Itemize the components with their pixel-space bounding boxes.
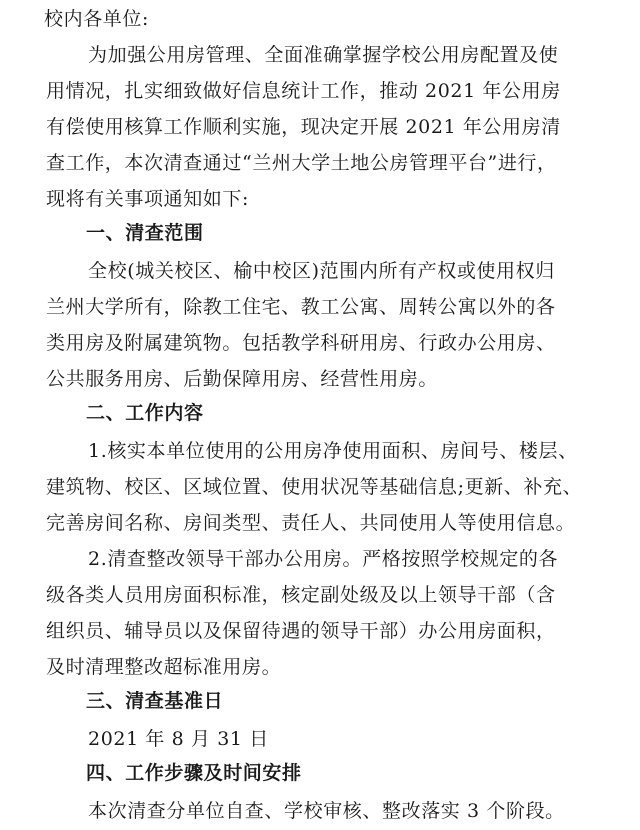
scope-line-4: 公共服务用房、后勤保障用房、经营性用房。 xyxy=(46,368,439,390)
section-heading-steps: 四、工作步骤及时间安排 xyxy=(86,762,302,784)
content-item2-line-4: 及时清理整改超标准用房。 xyxy=(46,656,282,678)
intro-line-2: 用情况，扎实细致做好信息统计工作，推动 2021 年公用房 xyxy=(46,80,561,102)
section-heading-scope: 一、清查范围 xyxy=(86,222,204,244)
section-heading-base-date: 三、清查基准日 xyxy=(86,690,224,712)
section-heading-content: 二、工作内容 xyxy=(86,402,204,424)
intro-line-5: 现将有关事项通知如下: xyxy=(46,188,250,210)
content-item2-line-3: 组织员、辅导员以及保留待遇的领导干部）办公用房面积， xyxy=(46,620,556,642)
intro-line-4: 查工作，本次清查通过“兰州大学土地公房管理平台”进行， xyxy=(46,152,557,174)
content-item1-line-3: 完善房间名称、房间类型、责任人、共同使用人等使用信息。 xyxy=(46,512,576,534)
content-item2-line-2: 级各类人员用房面积标准，核定副处级及以上领导干部（含 xyxy=(46,584,556,606)
scope-line-2: 兰州大学所有，除教工住宅、教工公寓、周转公寓以外的各 xyxy=(46,296,556,318)
intro-line-3: 有偿使用核算工作顺利实施，现决定开展 2021 年公用房清 xyxy=(46,116,561,138)
content-item2-line-1: 2.清查整改领导干部办公用房。严格按照学校规定的各 xyxy=(88,548,559,570)
content-item1-line-1: 1.核实本单位使用的公用房净使用面积、房间号、楼层、 xyxy=(88,440,578,462)
content-item1-line-2: 建筑物、校区、区域位置、使用状况等基础信息;更新、补充、 xyxy=(46,476,583,498)
salutation: 校内各单位: xyxy=(44,8,150,30)
steps-line-1: 本次清查分单位自查、学校审核、整改落实 3 个阶段。 xyxy=(88,800,565,822)
scope-line-3: 类用房及附属建筑物。包括教学科研用房、行政办公用房、 xyxy=(46,332,556,354)
scope-line-1: 全校(城关校区、榆中校区)范围内所有产权或使用权归 xyxy=(88,260,555,282)
base-date-text: 2021 年 8 月 31 日 xyxy=(88,728,269,750)
intro-line-1: 为加强公用房管理、全面准确掌握学校公用房配置及使 xyxy=(88,44,559,66)
